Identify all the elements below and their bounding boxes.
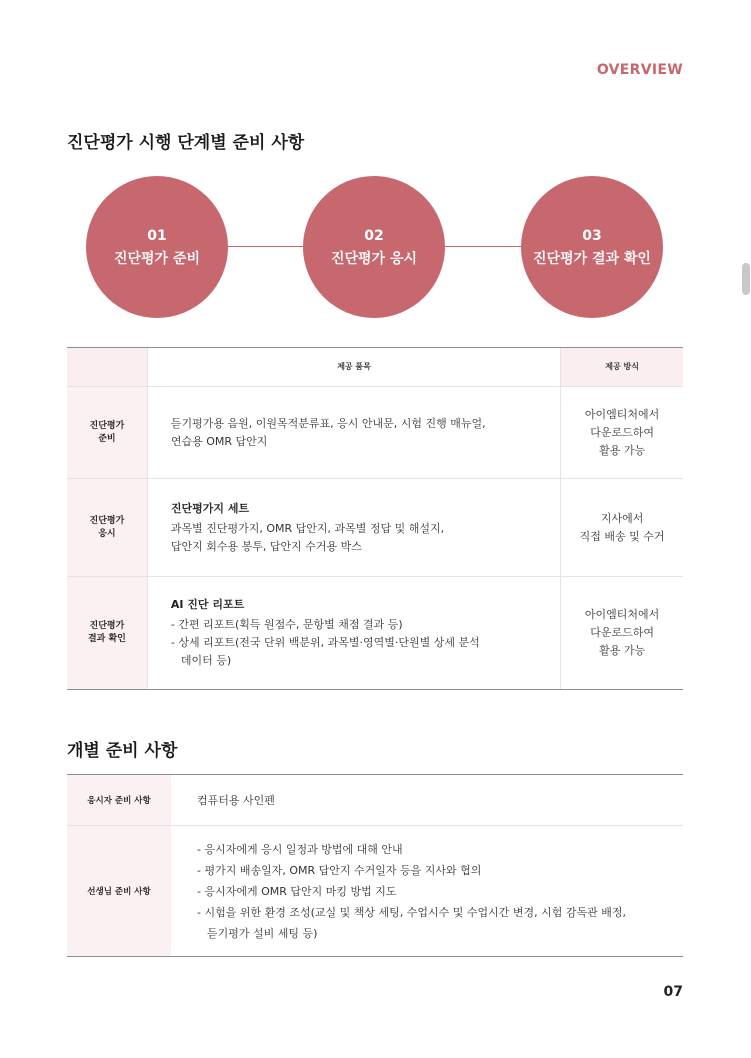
content-line: 듣기평가 설비 세팅 등)	[207, 926, 318, 940]
scrollbar-thumb[interactable]	[742, 263, 750, 295]
item-line: 데이터 등)	[180, 654, 232, 667]
method-cell	[561, 479, 683, 576]
step-3-label: 진단평가 결과 확인	[533, 250, 651, 267]
stage-text: 진단평가 응시	[89, 515, 125, 539]
row-content	[171, 775, 683, 825]
content-line: 컴퓨터용 사인펜	[197, 793, 275, 807]
individual-prep-table	[67, 774, 683, 957]
step-3-number: 03	[582, 227, 602, 244]
method-text: 지사에서 직접 배송 및 수거	[579, 511, 665, 543]
stage-cell	[67, 577, 148, 689]
step-1-label: 진단평가 준비	[113, 250, 201, 267]
table-row	[67, 387, 683, 479]
method-text: 아이엠티처에서 다운로드하여 활용 가능	[584, 608, 660, 657]
header-method: 제공 방식	[561, 348, 683, 386]
item-line: 답안지 회수용 봉투, 답안지 수거용 박스	[170, 539, 362, 553]
content-line: - 응시자에게 OMR 답안지 마킹 방법 지도	[197, 884, 397, 898]
step-3-circle	[521, 176, 663, 318]
stage-text: 진단평가 준비	[89, 420, 125, 444]
method-cell	[561, 577, 683, 689]
row-label: 선생님 준비 사항	[67, 826, 171, 956]
step-1-circle	[86, 176, 228, 318]
step-2-label: 진단평가 응시	[330, 250, 418, 267]
content-line: - 평가지 배송일자, OMR 답안지 수거일자 등을 지사와 협의	[197, 863, 482, 877]
item-line: - 간편 리포트(획득 원점수, 문항별 채점 결과 등)	[170, 618, 403, 631]
section2-title: 개별 준비 사항	[67, 741, 178, 761]
stage-cell	[67, 479, 148, 576]
step-2-circle	[303, 176, 445, 318]
table-row	[67, 826, 683, 957]
item-line: 과목별 진단평가지, OMR 답안지, 과목별 정답 및 해설지,	[170, 521, 445, 535]
table-row	[67, 479, 683, 577]
section1-title: 진단평가 시행 단계별 준비 사항	[67, 133, 305, 153]
step-1-number: 01	[147, 227, 167, 244]
step-connector-1	[228, 246, 303, 247]
preparation-table	[67, 347, 683, 690]
table-row	[67, 775, 683, 826]
method-cell	[561, 387, 683, 478]
row-label: 응시자 준비 사항	[67, 775, 171, 825]
header-stage	[67, 348, 148, 386]
stage-text: 진단평가 결과 확인	[87, 621, 126, 644]
items-title: 진단평가지 세트	[170, 501, 250, 515]
table-row	[67, 577, 683, 690]
item-line: - 상세 리포트(전국 단위 백분위, 과목별·영역별·단원별 상세 분석	[170, 636, 480, 649]
items-cell	[148, 577, 561, 689]
item-line: 연습용 OMR 답안지	[170, 434, 268, 448]
header-items: 제공 품목	[148, 348, 561, 386]
content-line: - 시험을 위한 환경 조성(교실 및 책상 세팅, 수업시수 및 수업시간 변경, 시험 감독관 배정,	[197, 905, 626, 919]
table-header-row	[67, 348, 683, 387]
items-title: AI 진단 리포트	[170, 598, 245, 611]
step-connector-2	[445, 246, 522, 247]
page-number: 07	[663, 984, 683, 1000]
section-label: OVERVIEW	[596, 62, 683, 78]
row-content	[171, 826, 683, 956]
step-2-number: 02	[364, 227, 384, 244]
method-text: 아이엠티처에서 다운로드하여 활용 가능	[584, 407, 660, 457]
stage-cell	[67, 387, 148, 478]
content-line: - 응시자에게 응시 일정과 방법에 대해 안내	[197, 842, 403, 856]
items-cell	[148, 387, 561, 478]
items-cell	[148, 479, 561, 576]
item-line: 듣기평가용 음원, 이원목적분류표, 응시 안내문, 시험 진행 매뉴얼,	[170, 416, 486, 430]
